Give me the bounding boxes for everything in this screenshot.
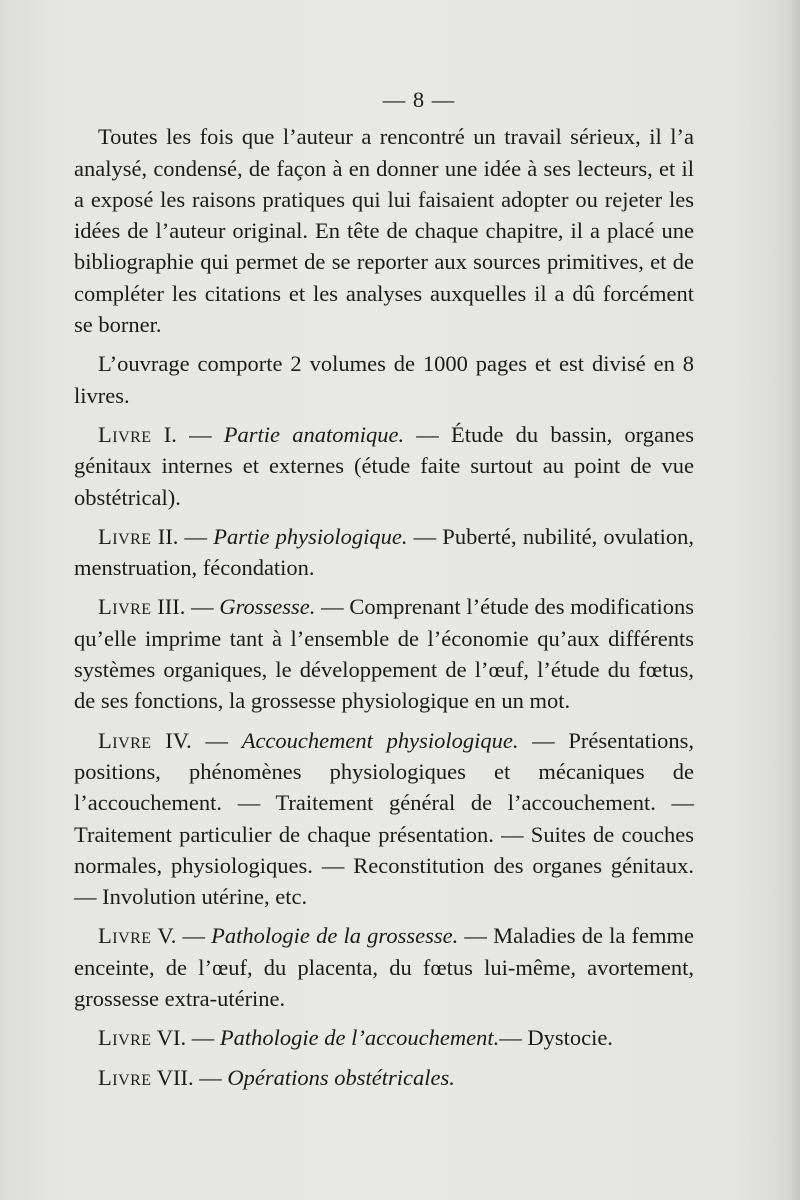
livre-number: VI. —	[151, 1025, 220, 1051]
livre-entry-2	[74, 521, 694, 584]
livre-label: Livre	[98, 594, 152, 620]
livre-number: V. —	[151, 923, 212, 949]
livre-entry-5	[74, 920, 694, 1014]
page-text-block	[74, 84, 694, 1101]
page-number: — 8 —	[382, 87, 456, 112]
livre-title: Pathologie de la grossesse.	[211, 923, 459, 949]
livre-number: IV. —	[151, 727, 242, 753]
livre-label: Livre	[98, 1064, 152, 1090]
livre-label: Livre	[98, 523, 152, 549]
livre-title: Opérations obstétricales.	[227, 1064, 455, 1090]
livre-entry-7	[74, 1062, 694, 1093]
livre-number: III. —	[151, 594, 220, 620]
volumes-paragraph: L’ouvrage comporte 2 volumes de 1000 pages et est divisé en 8 livres.	[74, 351, 694, 408]
livre-title: Grossesse.	[219, 594, 316, 620]
livre-entry-4	[74, 725, 694, 913]
livre-label: Livre	[98, 727, 152, 753]
livre-description: — Comprenant l’étude des modifications qu’elle imprime tant à l’ensemble de l’économie qu’aux différents systèmes organiques, le développement de l’œuf, l’étude du fœtus, de ses fonctions, la grossesse physiologique en un mot.	[74, 594, 694, 714]
livre-title: Pathologie de l’accouchement.	[219, 1025, 500, 1051]
livre-entry-1	[74, 419, 694, 513]
livre-label: Livre	[98, 421, 152, 447]
livre-label: Livre	[98, 923, 152, 949]
livre-description: — Étude du bassin, organes génitaux internes et externes (étude faite surtout au point de vue obstétrical).	[74, 421, 694, 510]
livre-description: — Puberté, nubilité, ovulation, menstruation, fécondation.	[74, 523, 694, 581]
livre-label: Livre	[98, 1025, 152, 1051]
livre-title: Accouchement physiologique.	[241, 727, 519, 753]
livre-description: — Maladies de la femme enceinte, de l’œuf, du placenta, du fœtus lui-même, avortement, grossesse extra-utérine.	[74, 923, 695, 1012]
livre-description: — Dystocie.	[499, 1025, 613, 1051]
livre-number: I. —	[151, 421, 224, 447]
livre-number: VII. —	[151, 1064, 228, 1090]
livre-description: — Présentations, positions, phénomènes physiologiques et mécaniques de l’accouchement. — Traitement général de l’accouchement. — Traitement particulier de chaque présentation. — Suites de couches normales, physiologiques. — Reconstitution des organes génitaux. — Involution utérine, etc.	[74, 727, 695, 910]
livre-entry-6	[74, 1022, 694, 1053]
page-edge-shadow	[786, 0, 800, 1200]
livre-entry-3	[74, 591, 694, 716]
intro-paragraph: Toutes les fois que l’auteur a rencontré un travail sérieux, il l’a analysé, condensé, de façon à en donner une idée à ses lecteurs, et il a exposé les raisons pratiques qui lui faisaient adopter ou rejeter les idées de l’auteur original. En tête de chaque chapitre, il a placé une bibliographie qui permet de se reporter aux sources primitives, et de compléter les citations et les analyses auxquelles il a dû forcément se borner.	[74, 124, 694, 338]
livre-number: II. —	[151, 523, 214, 549]
livre-title: Partie physiologique.	[213, 523, 408, 549]
livre-title: Partie anatomique.	[223, 421, 405, 447]
